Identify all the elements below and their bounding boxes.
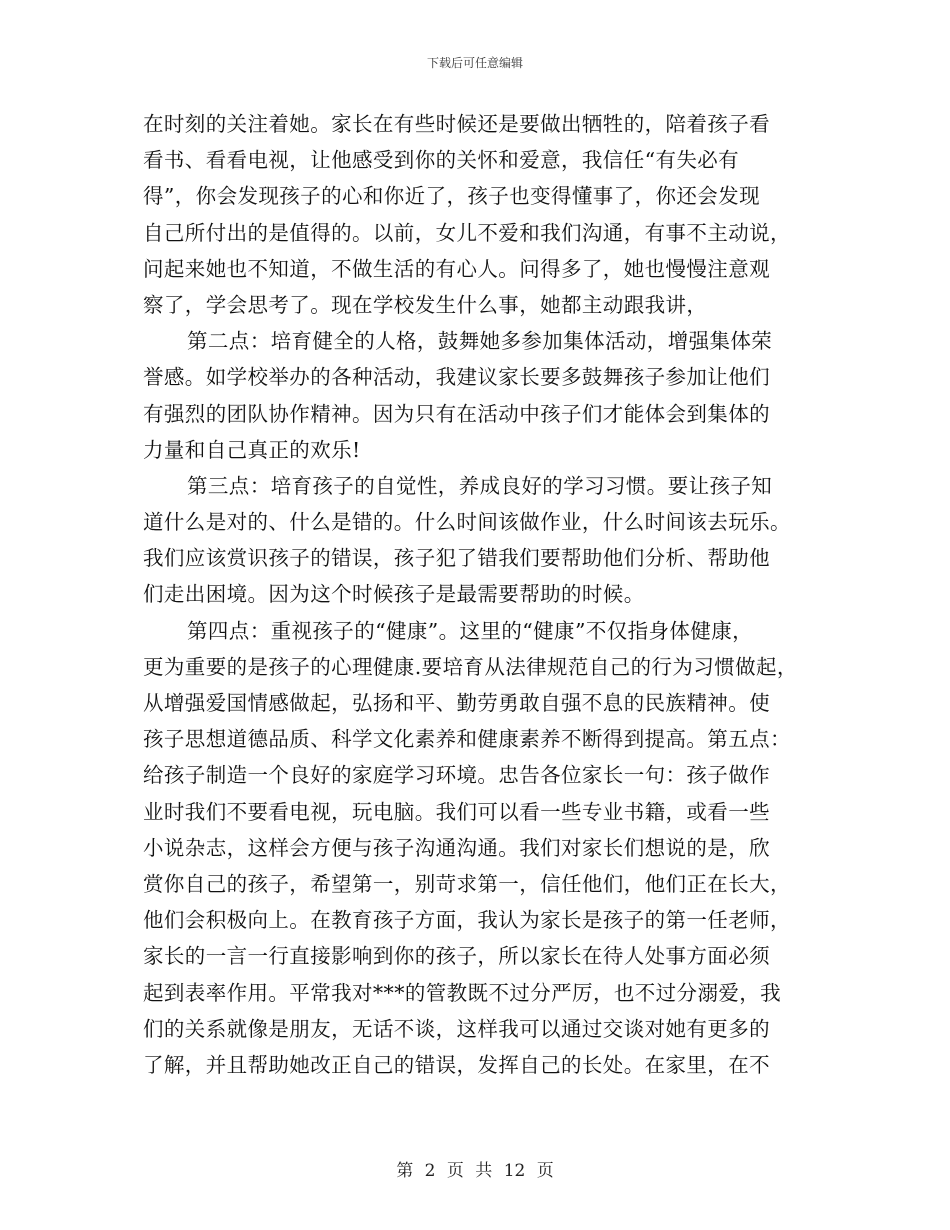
paragraph-start-line: 第二点：培育健全的人格，鼓舞她多参加集体活动，增强集体荣 [187, 329, 773, 354]
body-line: 他们会积极向上。在教育孩子方面，我认为家长是孩子的第一任老师， [143, 908, 791, 933]
body-line: 问起来她也不知道，不做生活的有心人。问得多了，她也慢慢注意观 [143, 256, 770, 281]
body-line: 家长的一言一行直接影响到你的孩子，所以家长在待人处事方面必须 [143, 944, 770, 969]
body-line: 我们应该赏识孩子的错误，孩子犯了错我们要帮助他们分析、帮助他 [143, 546, 770, 571]
body-line: 有强烈的团队协作精神。因为只有在活动中孩子们才能体会到集体的 [143, 401, 770, 426]
page-header: 下载后可任意编辑 [426, 56, 523, 70]
body-line: 在时刻的关注着她。家长在有些时候还是要做出牺牲的，陪着孩子看 [143, 112, 770, 136]
body-line: 给孩子制造一个良好的家庭学习环境。忠告各位家长一句：孩子做作 [143, 763, 770, 788]
body-line: 道什么是对的、什么是错的。什么时间该做作业，什么时间该去玩乐。 [143, 510, 791, 535]
body-line: 更为重要的是孩子的心理健康.要培育从法律规范自己的行为习惯做起， [143, 654, 798, 679]
body-line: 起到表率作用。平常我对***的管教既不过分严厉，也不过分溺爱，我 [143, 980, 782, 1005]
paragraph-start-line: 第三点：培育孩子的自觉性，养成良好的学习习惯。要让孩子知 [187, 473, 773, 498]
body-line: 们走出困境。因为这个时候孩子是最需要帮助的时候。 [143, 582, 645, 607]
body-line: 察了，学会思考了。现在学校发生什么事，她都主动跟我讲， [143, 292, 708, 317]
body-line: 小说杂志，这样会方便与孩子沟通沟通。我们对家长们想说的是，欣 [143, 835, 770, 860]
body-line: 誉感。如学校举办的各种活动，我建议家长要多鼓舞孩子参加让他们 [143, 365, 770, 390]
body-line: 了解，并且帮助她改正自己的错误，发挥自己的长处。在家里，在不 [143, 1052, 770, 1077]
paragraph-start-line: 第四点：重视孩子的“健康”。这里的“健康”不仅指身体健康， [187, 618, 754, 643]
body-line: 力量和自己真正的欢乐! [143, 437, 361, 462]
page-number-footer: 第 2 页 共 12 页 [396, 1161, 554, 1181]
body-line: 得”，你会发现孩子的心和你近了，孩子也变得懂事了，你还会发现 [143, 184, 760, 209]
body-line: 自己所付出的是值得的。以前，女儿不爱和我们沟通，有事不主动说， [143, 220, 791, 245]
body-line: 从增强爱国情感做起，弘扬和平、勤劳勇敢自强不息的民族精神。使 [143, 691, 770, 715]
document-body [143, 106, 813, 1083]
body-line: 们的关系就像是朋友，无话不谈，这样我可以通过交谈对她有更多的 [143, 1016, 770, 1041]
body-line: 孩子思想道德品质、科学文化素养和健康素养不断得到提高。第五点： [143, 727, 791, 752]
body-line: 看书、看看电视，让他感受到你的关怀和爱意，我信任“有失必有 [143, 148, 740, 173]
body-line: 业时我们不要看电视，玩电脑。我们可以看一些专业书籍，或看一些 [143, 799, 770, 824]
body-line: 赏你自己的孩子，希望第一，别苛求第一，信任他们，他们正在长大， [143, 871, 791, 896]
